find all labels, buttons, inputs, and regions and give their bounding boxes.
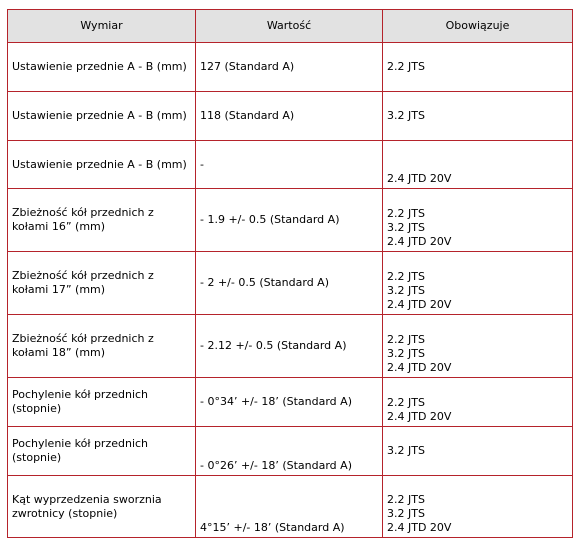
wheel-alignment-table	[7, 9, 573, 538]
applies-line: 2.2 JTS	[387, 493, 425, 506]
cell-value: - 1.9 +/- 0.5 (Standard A)	[196, 189, 383, 252]
applies-line: 3.2 JTS	[387, 221, 425, 234]
applies-line: 2.4 JTD 20V	[387, 172, 452, 185]
applies-line: 2.2 JTS	[387, 396, 425, 409]
cell-value: -	[196, 141, 383, 189]
cell-value: - 2.12 +/- 0.5 (Standard A)	[196, 315, 383, 378]
table-row	[8, 189, 573, 252]
cell-value: 118 (Standard A)	[196, 92, 383, 141]
cell-value: - 0°26’ +/- 18’ (Standard A)	[196, 427, 383, 476]
cell-applies	[383, 427, 573, 476]
cell-dimension: Zbieżność kół przednich z kołami 18” (mm)	[8, 315, 196, 378]
cell-dimension: Ustawienie przednie A - B (mm)	[8, 141, 196, 189]
table-row	[8, 92, 573, 141]
applies-line: 3.2 JTS	[387, 109, 425, 122]
cell-value: - 0°34’ +/- 18’ (Standard A)	[196, 378, 383, 427]
spec-table-container	[7, 9, 572, 538]
table-row	[8, 141, 573, 189]
cell-applies	[383, 378, 573, 427]
header-dimension: Wymiar	[8, 10, 196, 43]
cell-dimension: Pochylenie kół przednich (stopnie)	[8, 427, 196, 476]
table-row	[8, 315, 573, 378]
cell-dimension: Ustawienie przednie A - B (mm)	[8, 92, 196, 141]
cell-applies	[383, 189, 573, 252]
cell-dimension: Pochylenie kół przednich (stopnie)	[8, 378, 196, 427]
table-row	[8, 427, 573, 476]
applies-line: 3.2 JTS	[387, 347, 425, 360]
applies-line: 2.4 JTD 20V	[387, 298, 452, 311]
header-value: Wartość	[196, 10, 383, 43]
cell-dimension: Ustawienie przednie A - B (mm)	[8, 43, 196, 92]
cell-value: 4°15’ +/- 18’ (Standard A)	[196, 476, 383, 538]
cell-value: 127 (Standard A)	[196, 43, 383, 92]
cell-dimension: Zbieżność kół przednich z kołami 16” (mm)	[8, 189, 196, 252]
table-header-row	[8, 10, 573, 43]
cell-dimension: Zbieżność kół przednich z kołami 17” (mm)	[8, 252, 196, 315]
applies-line: 2.2 JTS	[387, 333, 425, 346]
cell-dimension: Kąt wyprzedzenia sworznia zwrotnicy (stopnie)	[8, 476, 196, 538]
applies-line: 3.2 JTS	[387, 444, 425, 457]
applies-line: 3.2 JTS	[387, 284, 425, 297]
cell-value: - 2 +/- 0.5 (Standard A)	[196, 252, 383, 315]
applies-line: 2.4 JTD 20V	[387, 410, 452, 423]
table-row	[8, 476, 573, 538]
cell-applies	[383, 476, 573, 538]
applies-line: 2.2 JTS	[387, 270, 425, 283]
applies-line: 2.4 JTD 20V	[387, 521, 452, 534]
cell-applies	[383, 43, 573, 92]
applies-line: 2.2 JTS	[387, 60, 425, 73]
cell-applies	[383, 315, 573, 378]
applies-line: 3.2 JTS	[387, 507, 425, 520]
header-applies: Obowiązuje	[383, 10, 573, 43]
cell-applies	[383, 141, 573, 189]
table-row	[8, 378, 573, 427]
applies-line: 2.4 JTD 20V	[387, 235, 452, 248]
cell-applies	[383, 92, 573, 141]
table-row	[8, 252, 573, 315]
applies-line: 2.4 JTD 20V	[387, 361, 452, 374]
table-row	[8, 43, 573, 92]
cell-applies	[383, 252, 573, 315]
applies-line: 2.2 JTS	[387, 207, 425, 220]
